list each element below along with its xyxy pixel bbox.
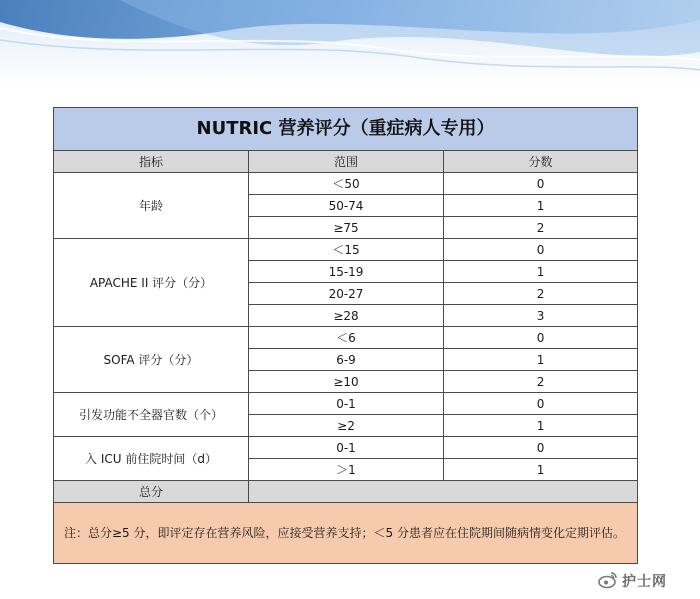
note-text: 注：总分≥5 分，即评定存在营养风险，应接受营养支持；＜5 分患者应在住院期间随病情变化定期评估。 xyxy=(54,503,638,564)
note-row xyxy=(54,503,638,564)
range-cell: 0-1 xyxy=(249,393,444,415)
range-cell: 15-19 xyxy=(249,261,444,283)
indicator-cell: APACHE II 评分（分） xyxy=(54,239,249,327)
score-cell: 1 xyxy=(444,415,638,437)
range-cell: 50-74 xyxy=(249,195,444,217)
range-cell: ＜6 xyxy=(249,327,444,349)
table-row xyxy=(54,239,638,261)
score-cell: 2 xyxy=(444,283,638,305)
score-cell: 1 xyxy=(444,261,638,283)
score-cell: 1 xyxy=(444,459,638,481)
decorative-banner xyxy=(0,0,700,85)
score-cell: 1 xyxy=(444,349,638,371)
range-cell: 20-27 xyxy=(249,283,444,305)
total-value-cell xyxy=(249,481,638,503)
watermark xyxy=(598,569,686,593)
weibo-logo-icon xyxy=(598,571,618,589)
score-cell: 2 xyxy=(444,371,638,393)
total-label: 总分 xyxy=(54,481,249,503)
indicator-cell: SOFA 评分（分） xyxy=(54,327,249,393)
range-cell: ＜15 xyxy=(249,239,444,261)
score-cell: 0 xyxy=(444,393,638,415)
range-cell: ≥2 xyxy=(249,415,444,437)
column-header-score: 分数 xyxy=(444,151,638,173)
header-row xyxy=(54,151,638,173)
table-row xyxy=(54,173,638,195)
score-cell: 3 xyxy=(444,305,638,327)
nutric-score-table xyxy=(53,107,638,564)
indicator-cell: 入 ICU 前住院时间（d） xyxy=(54,437,249,481)
watermark-text: 护士网 xyxy=(622,574,667,590)
score-cell: 0 xyxy=(444,437,638,459)
table-row xyxy=(54,437,638,459)
column-header-range: 范围 xyxy=(249,151,444,173)
title-row xyxy=(54,108,638,151)
range-cell: 6-9 xyxy=(249,349,444,371)
score-cell: 2 xyxy=(444,217,638,239)
range-cell: 0-1 xyxy=(249,437,444,459)
score-cell: 1 xyxy=(444,195,638,217)
score-cell: 0 xyxy=(444,327,638,349)
table-row xyxy=(54,327,638,349)
range-cell: ＞1 xyxy=(249,459,444,481)
range-cell: ≥75 xyxy=(249,217,444,239)
indicator-cell: 引发功能不全器官数（个） xyxy=(54,393,249,437)
column-header-indicator: 指标 xyxy=(54,151,249,173)
range-cell: ≥28 xyxy=(249,305,444,327)
indicator-cell: 年龄 xyxy=(54,173,249,239)
score-cell: 0 xyxy=(444,173,638,195)
range-cell: ＜50 xyxy=(249,173,444,195)
table-title: NUTRIC 营养评分（重症病人专用） xyxy=(54,108,638,151)
score-cell: 0 xyxy=(444,239,638,261)
table-row xyxy=(54,393,638,415)
total-row xyxy=(54,481,638,503)
range-cell: ≥10 xyxy=(249,371,444,393)
